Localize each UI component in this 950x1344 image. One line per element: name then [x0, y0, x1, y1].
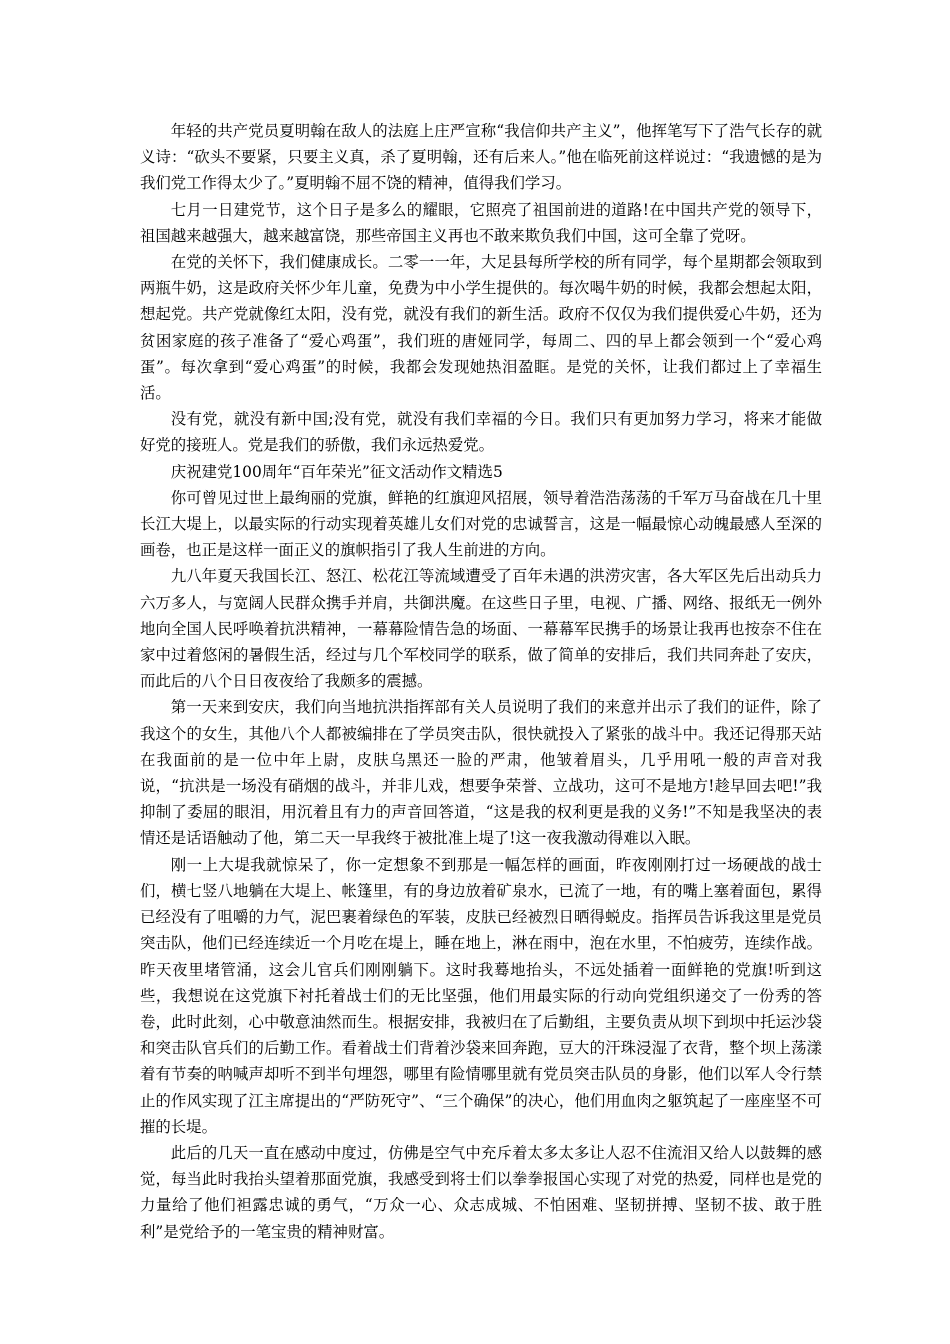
paragraph: 此后的几天一直在感动中度过，仿佛是空气中充斥着太多太多让人忍不住流泪又给人以鼓舞的感觉，每当此时我抬头望着那面党旗，我感受到将士们以拳拳报国心实现了对党的热爱，同样也是党的力量给了他们袒露忠诚的勇气，“万众一心、众志成城、不怕困难、坚韧拼搏、坚韧不拔、敢于胜利”是党给予的一笔宝贵的精神财富。 [140, 1143, 822, 1241]
paragraph: 七月一日建党节，这个日子是多么的耀眼，它照亮了祖国前进的道路!在中国共产党的领导下，祖国越来越强大，越来越富饶，那些帝国主义再也不敢来欺负我们中国，这可全靠了党呀。 [140, 200, 822, 245]
paragraph: 年轻的共产党员夏明翰在敌人的法庭上庄严宣称“我信仰共产主义”，他挥笔写下了浩气长存的就义诗：“砍头不要紧，只要主义真，杀了夏明翰，还有后来人。”他在临死前这样说过：“我遗憾的是为我们党工作得太少了。”夏明翰不屈不饶的精神，值得我们学习。 [140, 122, 822, 193]
paragraph: 第一天来到安庆，我们向当地抗洪指挥部有关人员说明了我们的来意并出示了我们的证件，除了我这个的女生，其他八个人都被编排在了学员突击队，很快就投入了紧张的战斗中。我还记得那天站在我面前的是一位中年上尉，皮肤乌黑还一脸的严肃，他皱着眉头，几乎用吼一般的声音对我说，“抗洪是一场没有硝烟的战斗，并非儿戏，想要争荣誉、立战功，这可不是地方!趁早回去吧!”我抑制了委屈的眼泪，用沉着且有力的声音回答道，“这是我的权利更是我的义务!”不知是我坚决的表情还是话语触动了他，第二天一早我终于被批准上堤了!这一夜我激动得难以入眠。 [140, 698, 822, 848]
paragraph: 在党的关怀下，我们健康成长。二零一一年，大足县每所学校的所有同学，每个星期都会领取到两瓶牛奶，这是政府关怀少年儿童，免费为中小学生提供的。每次喝牛奶的时候，我都会想起太阳，想起党。共产党就像红太阳，没有党，就没有我们的新生活。政府不仅仅为我们提供爱心牛奶，还为贫困家庭的孩子准备了“爱心鸡蛋”，我们班的唐娅同学，每周二、四的早上都会领到一个“爱心鸡蛋”。每次拿到“爱心鸡蛋”的时候，我都会发现她热泪盈眶。是党的关怀，让我们都过上了幸福生活。 [140, 253, 822, 403]
paragraph: 没有党，就没有新中国;没有党，就没有我们幸福的今日。我们只有更加努力学习，将来才能做好党的接班人。党是我们的骄傲，我们永远热爱党。 [140, 410, 822, 455]
paragraph: 刚一上大堤我就惊呆了，你一定想象不到那是一幅怎样的画面，昨夜刚刚打过一场硬战的战士们，横七竖八地躺在大堤上、帐篷里，有的身边放着矿泉水，已流了一地，有的嘴上塞着面包，累得已经没有了咀嚼的力气，泥巴裹着绿色的军装，皮肤已经被烈日晒得蜕皮。指挥员告诉我这里是党员突击队，他们已经连续近一个月吃在堤上，睡在地上，淋在雨中，泡在水里，不怕疲劳，连续作战。昨天夜里堵管涌，这会儿官兵们刚刚躺下。这时我蓦地抬头，不远处插着一面鲜艳的党旗!听到这些，我想说在这党旗下衬托着战士们的无比坚强，他们用最实际的行动向党组织递交了一份秀的答卷，此时此刻，心中敬意油然而生。根据安排，我被归在了后勤组，主要负责从坝下到坝中托运沙袋和突击队官兵们的后勤工作。看着战士们背着沙袋来回奔跑，豆大的汗珠浸湿了衣背，整个坝上荡漾着有节奏的呐喊声却听不到半句埋怨，哪里有险情哪里就有党员突击队员的身影，他们以军人令行禁止的作风实现了江主席提出的“严防死守”、“三个确保”的决心，他们用血肉之躯筑起了一座座坚不可摧的长堤。 [140, 855, 822, 1136]
paragraph: 你可曾见过世上最绚丽的党旗，鲜艳的红旗迎风招展，领导着浩浩荡荡的千军万马奋战在几十里长江大堤上，以最实际的行动实现着英雄儿女们对党的忠诚誓言，这是一幅最惊心动魄最感人至深的画卷，也正是这样一面正义的旗帜指引了我人生前进的方向。 [140, 488, 822, 560]
paragraph: 九八年夏天我国长江、怒江、松花江等流域遭受了百年未遇的洪涝灾害，各大军区先后出动兵力六万多人，与宽阔人民群众携手并肩，共御洪魔。在这些日子里，电视、广播、网络、报纸无一例外地向全国人民呼唤着抗洪精神，一幕幕险情告急的场面、一幕幕军民携手的场景让我再也按奈不住在家中过着悠闲的暑假生活，经过与几个军校同学的联系，做了简单的安排后，我们共同奔赴了安庆，而此后的八个日日夜夜给了我颇多的震撼。 [140, 567, 822, 691]
section-title: 庆祝建党100周年“百年荣光”征文活动作文精选5 [170, 462, 503, 481]
document-body [140, 118, 822, 1245]
